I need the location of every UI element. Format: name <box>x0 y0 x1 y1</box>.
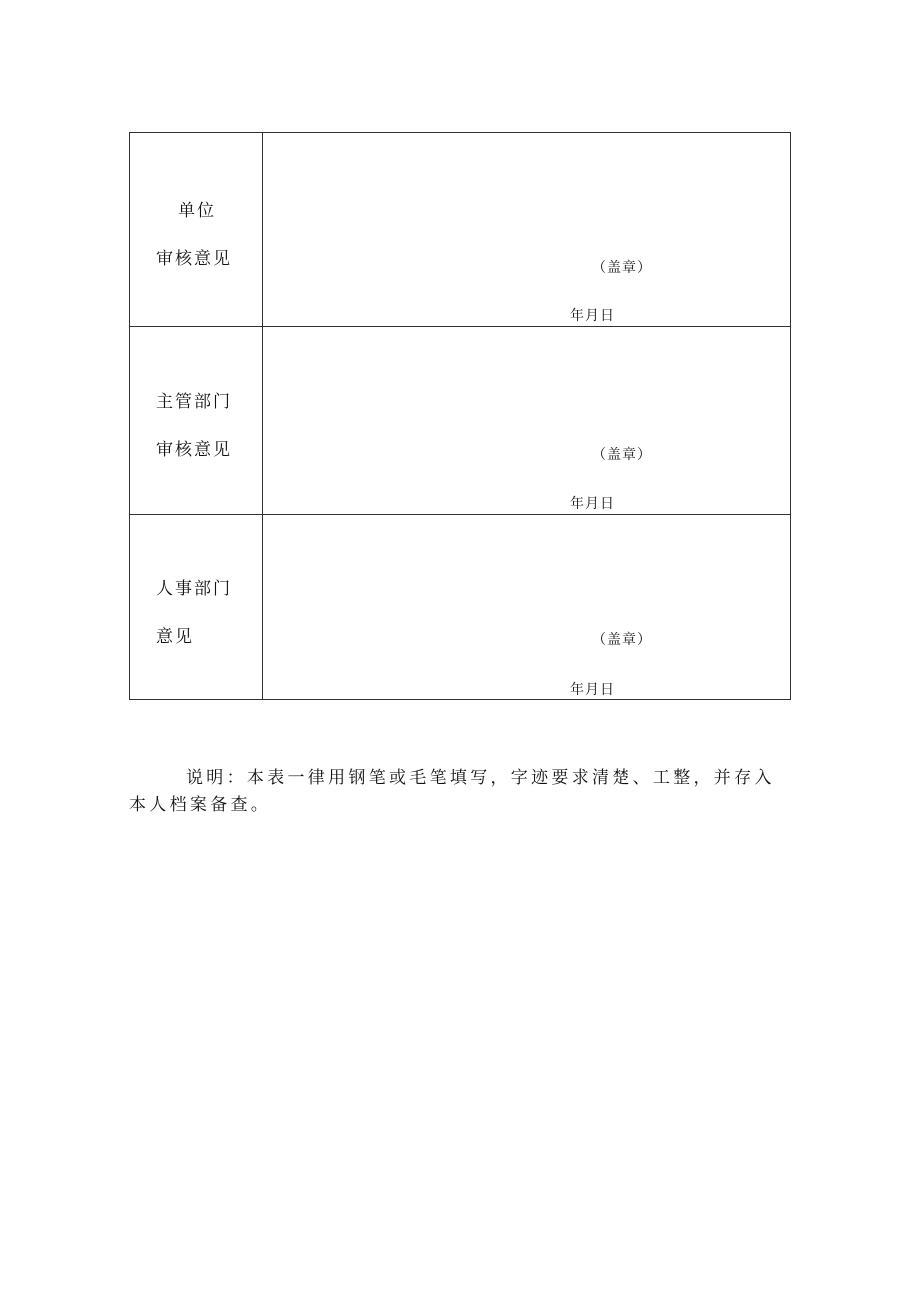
stamp-label: （盖章） <box>592 260 652 276</box>
unit-review-label-cell <box>130 133 263 327</box>
row-label-line2: 审核意见 <box>156 440 232 460</box>
unit-review-row <box>130 133 791 327</box>
stamp-label: （盖章） <box>592 447 652 463</box>
date-label: 年月日 <box>570 308 615 324</box>
review-opinion-table <box>129 132 791 700</box>
row-label-line1: 主管部门 <box>156 392 232 412</box>
supervisor-review-opinion-field[interactable] <box>263 327 791 515</box>
hr-opinion-field[interactable] <box>263 515 791 700</box>
hr-opinion-label-cell <box>130 515 263 700</box>
date-label: 年月日 <box>570 496 615 512</box>
date-label: 年月日 <box>570 682 615 698</box>
row-label-line1: 人事部门 <box>156 579 232 599</box>
row-label-line1: 单位 <box>178 201 216 221</box>
row-label-line2: 审核意见 <box>156 249 232 269</box>
instructions-note: 说明：本表一律用钢笔或毛笔填写，字迹要求清楚、工整，并存入本人档案备查。 <box>129 768 775 815</box>
hr-opinion-row <box>130 515 791 700</box>
stamp-label: （盖章） <box>592 632 652 648</box>
unit-review-opinion-field[interactable] <box>263 133 791 327</box>
supervisor-review-label-cell <box>130 327 263 515</box>
row-label-line2: 意见 <box>156 627 194 647</box>
supervisor-review-row <box>130 327 791 515</box>
